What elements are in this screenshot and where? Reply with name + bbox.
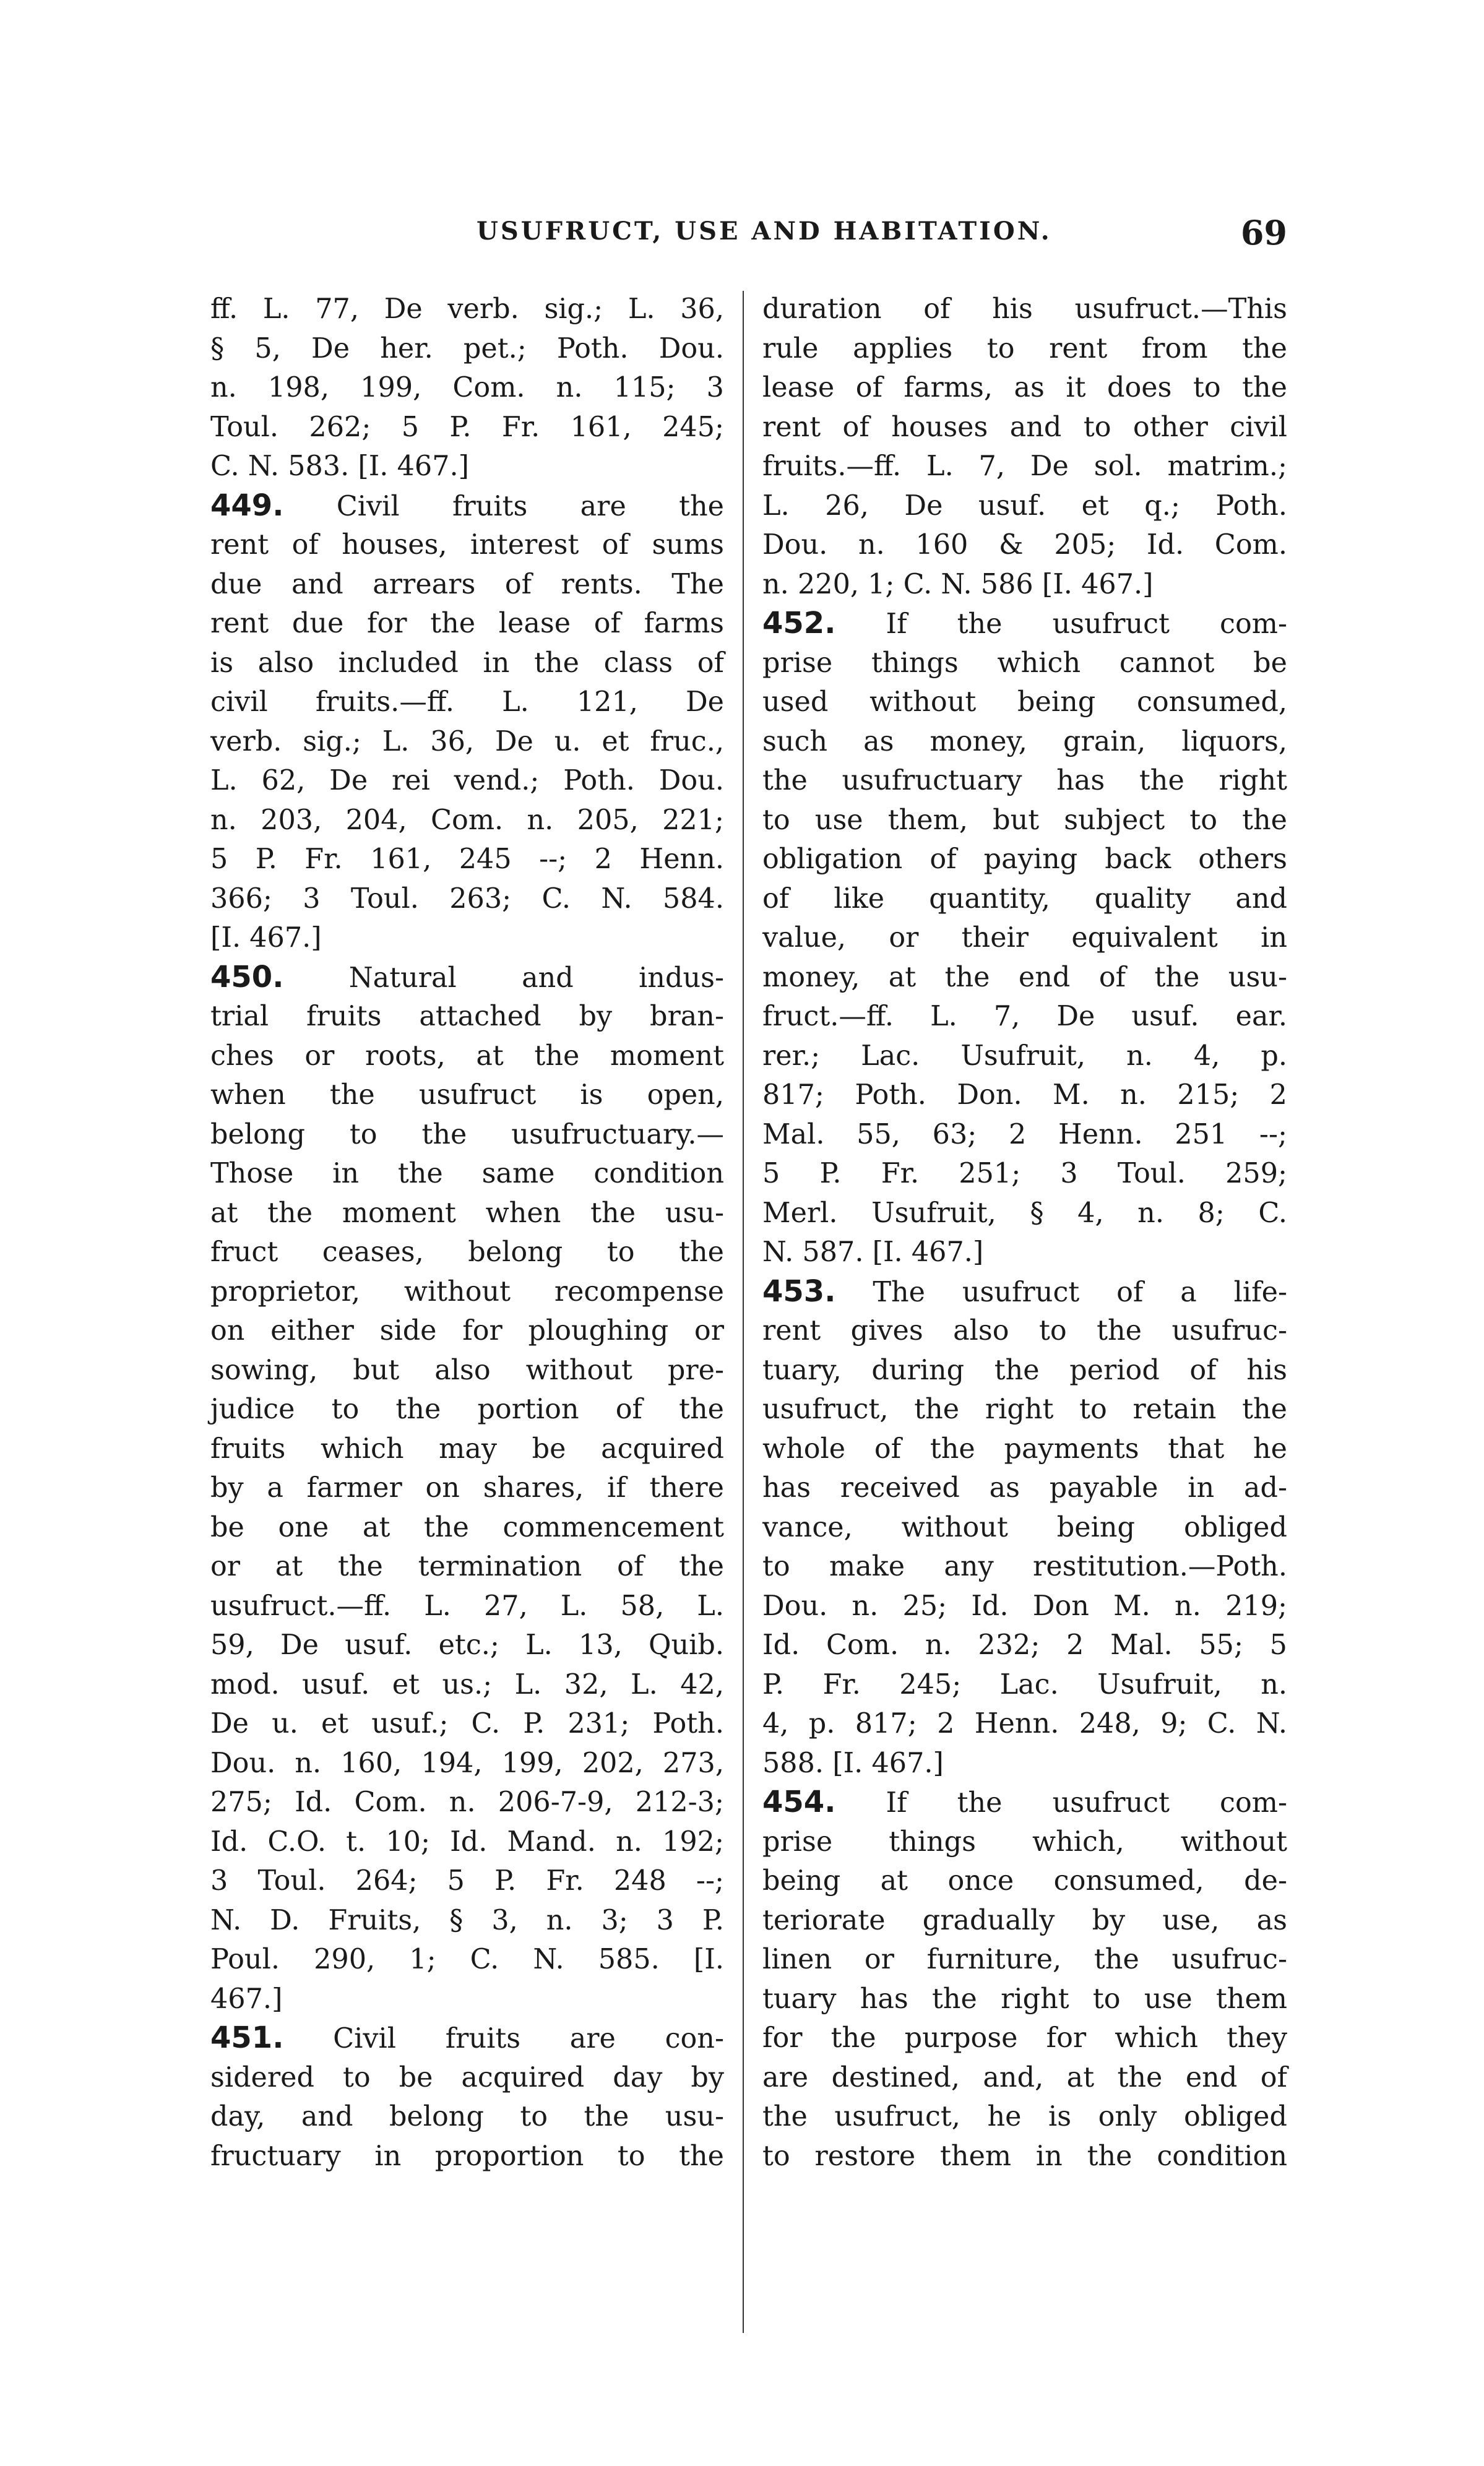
text-line bbox=[762, 604, 1287, 644]
text-line bbox=[762, 1468, 1287, 1508]
text-line bbox=[210, 958, 724, 998]
line-text: value, or their equivalent in bbox=[762, 922, 1287, 954]
text-line bbox=[210, 840, 724, 879]
line-text: L. 62, De rei vend.; Poth. Dou. bbox=[210, 765, 724, 796]
text-line bbox=[762, 1351, 1287, 1390]
line-text: Id. Com. n. 232; 2 Mal. 55; 5 bbox=[762, 1629, 1287, 1661]
text-line bbox=[210, 1626, 724, 1665]
text-line bbox=[210, 997, 724, 1037]
text-line bbox=[762, 1626, 1287, 1665]
text-line bbox=[210, 1351, 724, 1390]
line-text: sowing, but also without pre- bbox=[210, 1354, 724, 1386]
text-line bbox=[762, 840, 1287, 879]
text-line bbox=[210, 1508, 724, 1548]
text-line bbox=[210, 1704, 724, 1744]
line-text: proprietor, without recompense bbox=[210, 1275, 724, 1308]
line-text: teriorate gradually by use, as bbox=[762, 1904, 1287, 1936]
text-line bbox=[762, 1665, 1287, 1705]
text-line bbox=[210, 2137, 724, 2176]
text-line bbox=[210, 1429, 724, 1469]
line-text: Merl. Usufruit, § 4, n. 8; C. bbox=[762, 1197, 1287, 1229]
line-text: prise things which cannot be bbox=[762, 647, 1287, 679]
text-line bbox=[210, 368, 724, 408]
text-line bbox=[210, 1154, 724, 1194]
text-line bbox=[762, 1272, 1287, 1312]
text-line bbox=[762, 879, 1287, 919]
text-line bbox=[210, 801, 724, 840]
text-line bbox=[210, 1901, 724, 1941]
text-line bbox=[210, 1037, 724, 1076]
line-text: If the usufruct com- bbox=[835, 608, 1287, 640]
text-line bbox=[210, 683, 724, 722]
text-line bbox=[762, 1429, 1287, 1469]
text-line bbox=[762, 1744, 1287, 1783]
article-number: 453. bbox=[762, 1274, 836, 1309]
line-text: N. 587. [I. 467.] bbox=[762, 1236, 984, 1268]
article-number: 452. bbox=[762, 606, 836, 640]
text-line bbox=[210, 1547, 724, 1587]
text-line bbox=[210, 879, 724, 919]
text-line bbox=[210, 1587, 724, 1626]
line-text: obligation of paying back others bbox=[762, 843, 1287, 875]
line-text: to use them, but subject to the bbox=[762, 804, 1287, 836]
line-text: day, and belong to the usu- bbox=[210, 2101, 724, 2132]
text-line bbox=[210, 1194, 724, 1233]
text-line bbox=[210, 486, 724, 526]
text-line bbox=[210, 1233, 724, 1272]
text-line bbox=[762, 1311, 1287, 1351]
line-text: the usufructuary has the right bbox=[762, 765, 1287, 796]
line-text: n. 203, 204, Com. n. 205, 221; bbox=[210, 804, 724, 836]
line-text: fruct ceases, belong to the bbox=[210, 1236, 724, 1268]
text-line bbox=[210, 1272, 724, 1312]
line-text: fruits which may be acquired bbox=[210, 1433, 724, 1465]
line-text: ff. L. 77, De verb. sig.; L. 36, bbox=[210, 293, 724, 325]
line-text: 3 Toul. 264; 5 P. Fr. 248 --; bbox=[210, 1865, 724, 1897]
text-line bbox=[762, 1783, 1287, 1822]
line-text: rule applies to rent from the bbox=[762, 332, 1287, 364]
text-line bbox=[762, 918, 1287, 958]
line-text: 5 P. Fr. 251; 3 Toul. 259; bbox=[762, 1158, 1287, 1189]
text-line bbox=[210, 1980, 724, 2019]
line-text: rent of houses, interest of sums bbox=[210, 529, 724, 561]
text-line bbox=[210, 447, 724, 486]
text-line bbox=[762, 1901, 1287, 1941]
line-text: vance, without being obliged bbox=[762, 1511, 1287, 1543]
text-line bbox=[762, 1940, 1287, 1980]
line-text: when the usufruct is open, bbox=[210, 1079, 724, 1111]
text-line bbox=[210, 1311, 724, 1351]
line-text: Those in the same condition bbox=[210, 1158, 724, 1189]
text-line bbox=[210, 2058, 724, 2098]
text-line bbox=[210, 1076, 724, 1115]
line-text: rent gives also to the usufruc- bbox=[762, 1315, 1287, 1347]
text-line bbox=[762, 1508, 1287, 1548]
article-number: 449. bbox=[210, 488, 284, 523]
text-line bbox=[210, 329, 724, 369]
line-text: Civil fruits are con- bbox=[283, 2023, 724, 2054]
line-text: trial fruits attached by bran- bbox=[210, 1001, 724, 1032]
line-text: [I. 467.] bbox=[210, 922, 322, 954]
text-line bbox=[762, 683, 1287, 722]
line-text: are destined, and, at the end of bbox=[762, 2061, 1287, 2093]
line-text: rer.; Lac. Usufruit, n. 4, p. bbox=[762, 1040, 1287, 1072]
line-text: due and arrears of rents. The bbox=[210, 568, 724, 600]
text-line bbox=[210, 918, 724, 958]
line-text: The usufruct of a life- bbox=[835, 1276, 1287, 1308]
article-number: 451. bbox=[210, 2020, 284, 2055]
page-header bbox=[210, 213, 1287, 260]
text-line bbox=[762, 1037, 1287, 1076]
line-text: at the moment when the usu- bbox=[210, 1197, 724, 1229]
text-line bbox=[210, 1822, 724, 1862]
line-text: on either side for ploughing or bbox=[210, 1315, 724, 1347]
line-text: § 5, De her. pet.; Poth. Dou. bbox=[210, 332, 724, 364]
text-line bbox=[762, 329, 1287, 369]
line-text: De u. et usuf.; C. P. 231; Poth. bbox=[210, 1708, 724, 1740]
text-line bbox=[210, 1861, 724, 1901]
line-text: tuary, during the period of his bbox=[762, 1354, 1287, 1386]
line-text: has received as payable in ad- bbox=[762, 1472, 1287, 1504]
line-text: used without being consumed, bbox=[762, 686, 1287, 718]
text-line bbox=[210, 722, 724, 762]
text-line bbox=[210, 644, 724, 683]
text-line bbox=[762, 447, 1287, 486]
line-text: tuary has the right to use them bbox=[762, 1983, 1287, 2015]
text-line bbox=[210, 290, 724, 329]
line-text: 5 P. Fr. 161, 245 --; 2 Henn. bbox=[210, 843, 724, 875]
line-text: judice to the portion of the bbox=[210, 1394, 724, 1425]
text-line bbox=[762, 644, 1287, 683]
line-text: 817; Poth. Don. M. n. 215; 2 bbox=[762, 1079, 1287, 1111]
line-text: Mal. 55, 63; 2 Henn. 251 --; bbox=[762, 1118, 1287, 1150]
line-text: by a farmer on shares, if there bbox=[210, 1472, 724, 1504]
text-line bbox=[210, 565, 724, 605]
line-text: 4, p. 817; 2 Henn. 248, 9; C. N. bbox=[762, 1708, 1287, 1740]
text-line bbox=[762, 1076, 1287, 1115]
right-column bbox=[762, 290, 1287, 2176]
text-line bbox=[210, 1783, 724, 1822]
line-text: for the purpose for which they bbox=[762, 2022, 1287, 2054]
line-text: 59, De usuf. etc.; L. 13, Quib. bbox=[210, 1629, 724, 1661]
text-line bbox=[762, 761, 1287, 801]
text-line bbox=[210, 1940, 724, 1980]
line-text: fruct.—ff. L. 7, De usuf. ear. bbox=[762, 1001, 1287, 1032]
left-column bbox=[210, 290, 724, 2176]
text-line bbox=[762, 1233, 1287, 1272]
line-text: to make any restitution.—Poth. bbox=[762, 1551, 1287, 1582]
line-text: such as money, grain, liquors, bbox=[762, 725, 1287, 757]
line-text: of like quantity, quality and bbox=[762, 882, 1287, 915]
text-line bbox=[762, 1194, 1287, 1233]
text-line bbox=[762, 1547, 1287, 1587]
text-line bbox=[762, 368, 1287, 408]
text-line bbox=[210, 1390, 724, 1429]
text-line bbox=[762, 1822, 1287, 1862]
page-number: 69 bbox=[1240, 213, 1287, 252]
column-divider bbox=[743, 291, 744, 2333]
line-text: N. D. Fruits, § 3, n. 3; 3 P. bbox=[210, 1904, 724, 1936]
line-text: n. 220, 1; C. N. 586 [I. 467.] bbox=[762, 568, 1154, 600]
running-title: USUFRUCT, USE AND HABITATION. bbox=[477, 217, 1052, 246]
line-text: belong to the usufructuary.— bbox=[210, 1118, 724, 1150]
text-line bbox=[762, 1980, 1287, 2019]
line-text: 366; 3 Toul. 263; C. N. 584. bbox=[210, 882, 724, 915]
text-line bbox=[762, 2058, 1287, 2098]
text-line bbox=[210, 1115, 724, 1155]
text-line bbox=[210, 761, 724, 801]
line-text: Natural and indus- bbox=[283, 962, 724, 994]
line-text: C. N. 583. [I. 467.] bbox=[210, 451, 470, 482]
line-text: linen or furniture, the usufruc- bbox=[762, 1944, 1287, 1975]
line-text: Dou. n. 160, 194, 199, 202, 273, bbox=[210, 1747, 724, 1779]
text-line bbox=[210, 2097, 724, 2137]
line-text: is also included in the class of bbox=[210, 647, 724, 679]
line-text: Toul. 262; 5 P. Fr. 161, 245; bbox=[210, 411, 724, 443]
line-text: 467.] bbox=[210, 1983, 283, 2015]
text-line bbox=[762, 2137, 1287, 2176]
text-line bbox=[762, 1154, 1287, 1194]
line-text: n. 198, 199, Com. n. 115; 3 bbox=[210, 372, 724, 403]
line-text: usufruct, the right to retain the bbox=[762, 1394, 1287, 1425]
text-line bbox=[762, 722, 1287, 762]
text-line bbox=[210, 408, 724, 447]
line-text: Dou. n. 25; Id. Don M. n. 219; bbox=[762, 1590, 1287, 1622]
line-text: lease of farms, as it does to the bbox=[762, 372, 1287, 403]
line-text: Id. C.O. t. 10; Id. Mand. n. 192; bbox=[210, 1826, 724, 1858]
text-line bbox=[762, 2019, 1287, 2058]
line-text: money, at the end of the usu- bbox=[762, 961, 1287, 993]
text-line bbox=[762, 997, 1287, 1037]
line-text: or at the termination of the bbox=[210, 1551, 724, 1582]
line-text: whole of the payments that he bbox=[762, 1433, 1287, 1465]
line-text: prise things which, without bbox=[762, 1826, 1287, 1858]
text-line bbox=[210, 1665, 724, 1705]
line-text: civil fruits.—ff. L. 121, De bbox=[210, 686, 724, 718]
line-text: to restore them in the condition bbox=[762, 2140, 1287, 2172]
article-number: 450. bbox=[210, 959, 284, 994]
line-text: mod. usuf. et us.; L. 32, L. 42, bbox=[210, 1668, 724, 1701]
text-line bbox=[210, 2019, 724, 2058]
text-line bbox=[762, 565, 1287, 605]
line-text: Poul. 290, 1; C. N. 585. [I. bbox=[210, 1944, 724, 1975]
line-text: rent due for the lease of farms bbox=[210, 608, 724, 639]
line-text: L. 26, De usuf. et q.; Poth. bbox=[762, 489, 1287, 522]
line-text: fruits.—ff. L. 7, De sol. matrim.; bbox=[762, 451, 1287, 482]
text-line bbox=[210, 1468, 724, 1508]
line-text: Dou. n. 160 & 205; Id. Com. bbox=[762, 529, 1287, 561]
text-line bbox=[762, 1115, 1287, 1155]
text-line bbox=[210, 604, 724, 644]
line-text: verb. sig.; L. 36, De u. et fruc., bbox=[210, 725, 724, 757]
line-text: usufruct.—ff. L. 27, L. 58, L. bbox=[210, 1590, 724, 1622]
text-line bbox=[210, 1744, 724, 1783]
text-line bbox=[762, 1704, 1287, 1744]
line-text: Civil fruits are the bbox=[283, 490, 724, 522]
line-text: 588. [I. 467.] bbox=[762, 1747, 944, 1779]
line-text: be one at the commencement bbox=[210, 1511, 724, 1543]
text-line bbox=[762, 1861, 1287, 1901]
line-text: ches or roots, at the moment bbox=[210, 1040, 724, 1072]
text-line bbox=[762, 486, 1287, 526]
text-line bbox=[762, 408, 1287, 447]
text-line bbox=[762, 801, 1287, 840]
text-line bbox=[762, 1587, 1287, 1626]
text-line bbox=[762, 290, 1287, 329]
text-line bbox=[762, 958, 1287, 998]
line-text: fructuary in proportion to the bbox=[210, 2140, 724, 2172]
line-text: P. Fr. 245; Lac. Usufruit, n. bbox=[762, 1668, 1287, 1701]
text-line bbox=[210, 525, 724, 565]
line-text: rent of houses and to other civil bbox=[762, 411, 1287, 443]
line-text: sidered to be acquired day by bbox=[210, 2061, 724, 2093]
line-text: the usufruct, he is only obliged bbox=[762, 2101, 1287, 2132]
line-text: If the usufruct com- bbox=[835, 1787, 1287, 1819]
text-line bbox=[762, 2097, 1287, 2137]
line-text: 275; Id. Com. n. 206-7-9, 212-3; bbox=[210, 1787, 724, 1818]
article-number: 454. bbox=[762, 1785, 836, 1819]
text-line bbox=[762, 1390, 1287, 1429]
text-line bbox=[762, 525, 1287, 565]
line-text: duration of his usufruct.—This bbox=[762, 293, 1287, 325]
line-text: being at once consumed, de- bbox=[762, 1865, 1287, 1897]
